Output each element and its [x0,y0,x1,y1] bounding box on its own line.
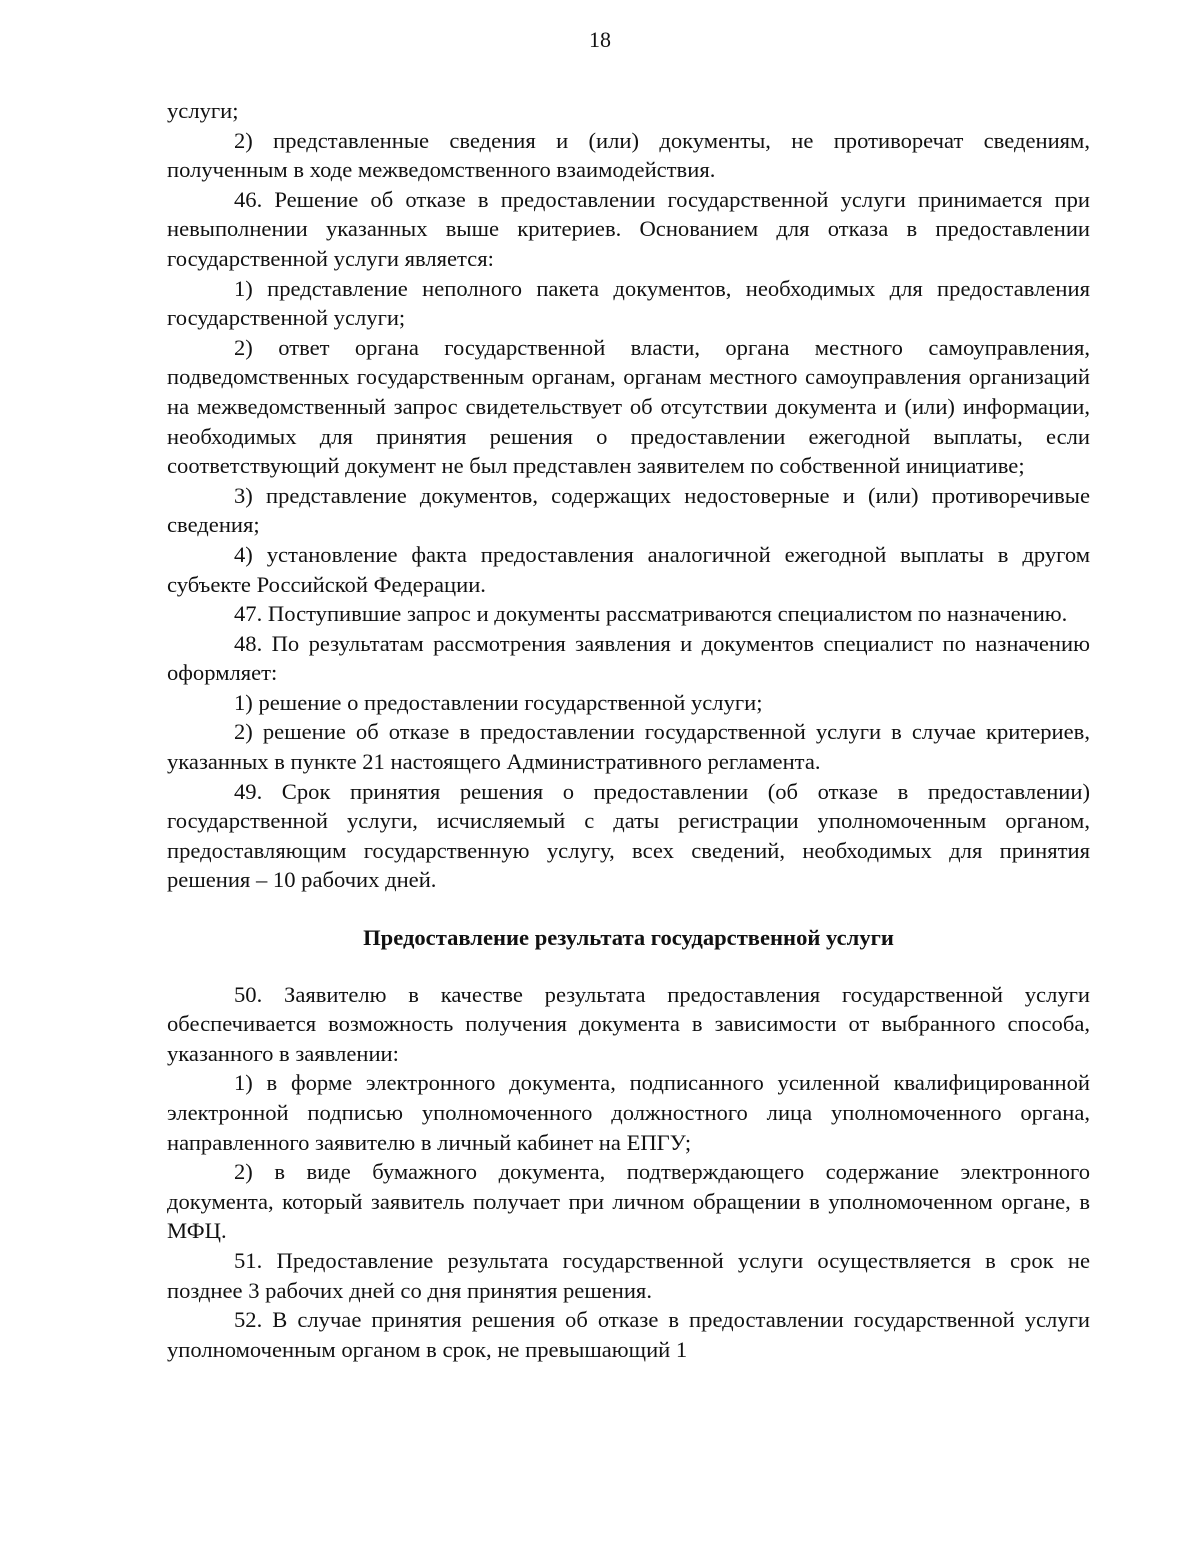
paragraph: 1) решение о предоставлении государственной услуги; [234,689,763,715]
paragraph: 3) представление документов, содержащих недостоверные и (или) противоречивые сведения; [167,482,1090,538]
paragraph: 2) в виде бумажного документа, подтверждающего содержание электронного документа, который заявитель получает при личном обращении в уполномоченном органе, в МФЦ. [167,1159,1090,1244]
paragraph: 51. Предоставление результата государственной услуги осуществляется в срок не позднее 3 рабочих дней со дня принятия решения. [167,1247,1090,1303]
paragraph: 1) представление неполного пакета документов, необходимых для предоставления государственной услуги; [167,275,1090,331]
paragraph: 2) решение об отказе в предоставлении государственной услуги в случае критериев, указанных в пункте 21 настоящего Административного регламента. [167,719,1090,775]
paragraph: 49. Срок принятия решения о предоставлении (об отказе в предоставлении) государственной услуги, исчисляемый с даты регистрации уполномоченным органом, предоставляющим государственную услугу, всех сведений, необходимых для принятия решения – 10 рабочих дней. [167,778,1090,893]
paragraph: услуги; [167,98,239,123]
document-body [167,96,1090,1364]
page-number: 18 [589,27,611,52]
paragraph: 48. По результатам рассмотрения заявления и документов специалист по назначению оформляет: [167,630,1090,686]
paragraph: 46. Решение об отказе в предоставлении государственной услуги принимается при невыполнении указанных выше критериев. Основанием для отказа в предоставлении государственной услуги является: [167,186,1090,271]
paragraph: 47. Поступившие запрос и документы рассматриваются специалистом по назначению. [234,601,1068,627]
paragraph: 4) установление факта предоставления аналогичной ежегодной выплаты в другом субъекте Российской Федерации. [167,541,1090,597]
paragraph: 2) ответ органа государственной власти, органа местного самоуправления, подведомственных государственным органам, органам местного самоуправления организаций на межведомственный запрос свидетельствует об отсутствии документа и (или) информации, необходимых для принятия решения о предоставлении ежегодной выплаты, если соответствующий документ не был представлен заявителем по собственной инициативе; [167,334,1090,479]
section-heading: Предоставление результата государственной услуги [363,925,894,951]
paragraph: 1) в форме электронного документа, подписанного усиленной квалифицированной электронной подписью уполномоченного должностного лица уполномоченного органа, направленного заявителю в личный кабинет на ЕПГУ; [167,1070,1090,1155]
paragraph: 50. Заявителю в качестве результата предоставления государственной услуги обеспечивается возможность получения документа в зависимости от выбранного способа, указанного в заявлении: [167,981,1090,1066]
paragraph: 2) представленные сведения и (или) документы, не противоречат сведениям, полученным в ходе межведомственного взаимодействия. [167,127,1090,183]
paragraph: 52. В случае принятия решения об отказе в предоставлении государственной услуги уполномоченным органом в срок, не превышающий 1 [167,1307,1090,1362]
